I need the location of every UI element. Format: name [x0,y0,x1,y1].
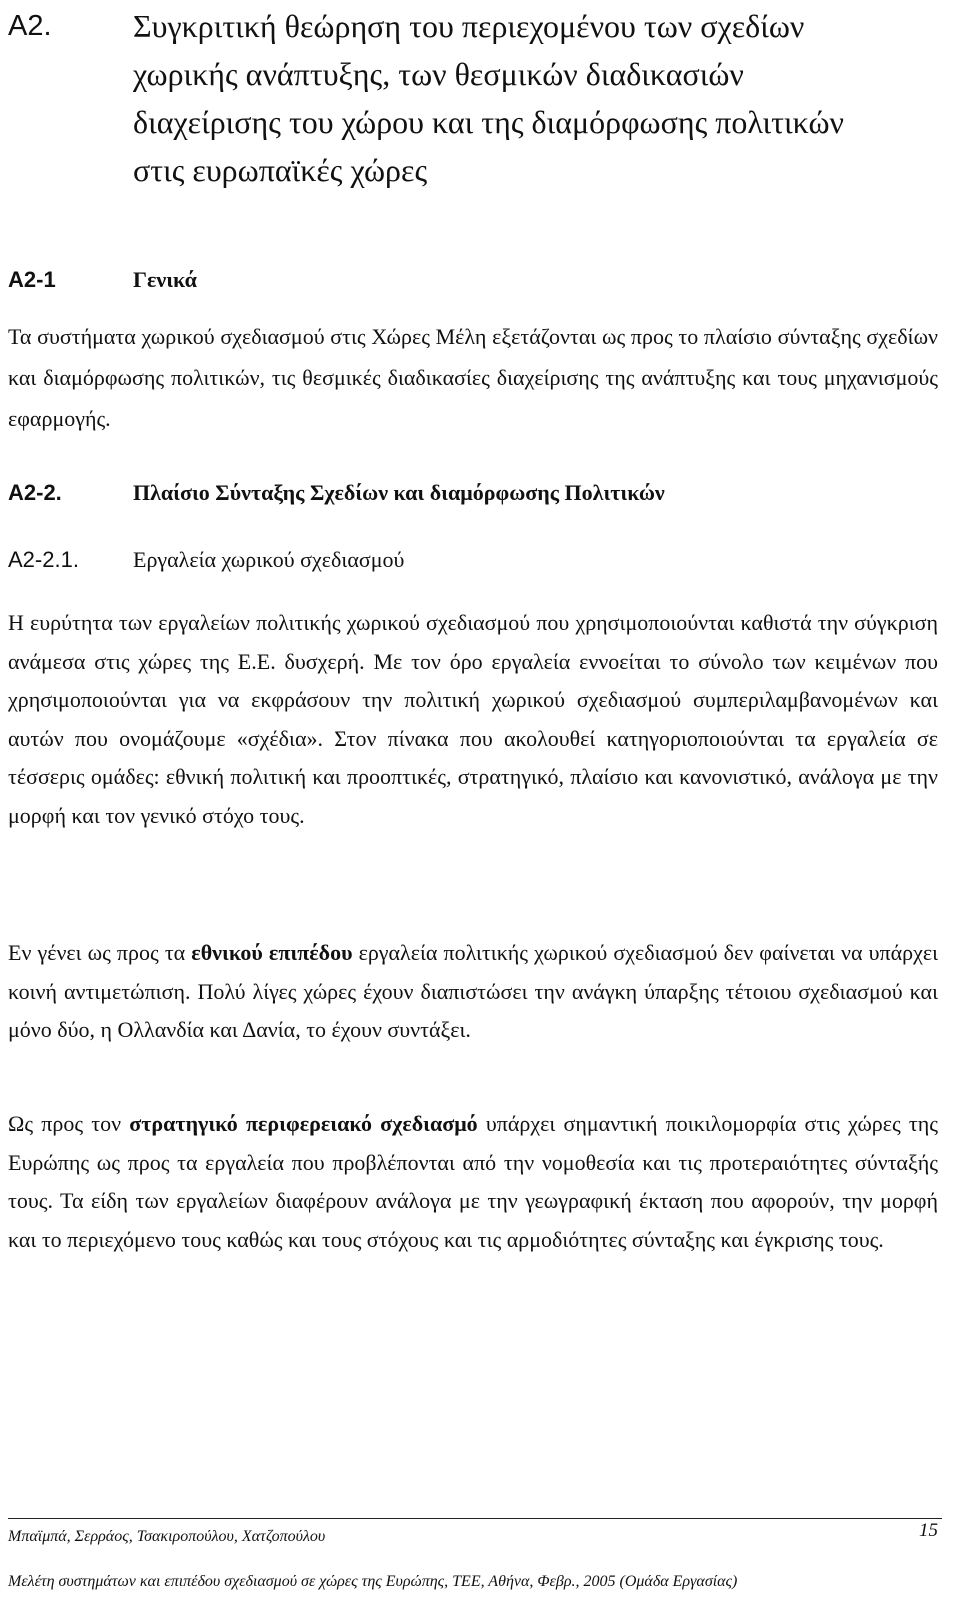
bold-term-national: εθνικού επιπέδου [191,940,353,965]
text-run: Εν γένει ως προς τα [8,940,192,965]
footer-authors: Μπαϊμπά, Σερράος, Τσακιροπούλου, Χατζοπούλου [8,1528,326,1545]
text-run: Ως προς τον [8,1111,130,1136]
footer-divider [8,1518,942,1519]
text-run: εργαλεία πολιτικής χωρικού σχεδιασμού δεν φαίνεται να υπάρχει κοινή αντιμετώπιση. Πολύ λίγες χώρες έχουν διαπιστώσει την ανάγκη ύπαρξης τέτοιου σχεδιασμού και μόνο δύο, η Ολλανδία και Δανία, το έχουν συντάξει. [8,940,939,1042]
section-number: Α2-1 [8,267,56,292]
main-heading-title: Συγκριτική θεώρηση του περιεχομένου των σχεδίων χωρικής ανάπτυξης, των θεσμικών διαδικασιών διαχείρισης του χώρου και της διαμόρφωσης πολιτικών στις ευρωπαϊκές χώρες [133,8,844,188]
paragraph-strategic-regional [8,1105,938,1259]
text-run: υπάρχει σημαντική ποικιλομορφία στις χώρες της Ευρώπης ως προς τα εργαλεία που προβλέπονται από την νομοθεσία και τις προτεραιότητες σύνταξής τους. Τα είδη των εργαλείων διαφέρουν ανάλογα με την γεωγραφική έκταση που αφορούν, την μορφή και το περιεχόμενο τους καθώς και τους στόχους και τις αρμοδιότητες σύνταξης και έγκρισης τους. [8,1111,938,1252]
bold-term-strategic: στρατηγικό περιφερειακό σχεδιασμό [129,1111,478,1136]
page-number: 15 [919,1520,938,1541]
main-heading-number: Α2. [8,10,52,42]
subsection-number: Α2-2.1. [8,547,79,572]
footer-citation: Μελέτη συστημάτων και επιπέδου σχεδιασμού σε χώρες της Ευρώπης, ΤΕΕ, Αθήνα, Φεβρ., 2005 (Ομάδα Εργασίας) [8,1573,738,1590]
subsection-title: Εργαλεία χωρικού σχεδιασμού [133,547,405,572]
paragraph-national-level [8,934,938,1050]
section-number: Α2-2. [8,480,62,505]
paragraph-tools-overview: Η ευρύτητα των εργαλείων πολιτικής χωρικού σχεδιασμού που χρησιμοποιούνται καθιστά την σύγκριση ανάμεσα στις χώρες της Ε.Ε. δυσχερή. Με τον όρο εργαλεία εννοείται το σύνολο των κειμένων που χρησιμοποιούνται για να εκφράσουν την πολιτική χωρικού σχεδιασμού συμπεριλαμβανομένων και αυτών που ονομάζουμε «σχέδια». Στον πίνακα που ακολουθεί κατηγοριοποιούνται τα εργαλεία σε τέσσερις ομάδες: εθνική πολιτική και προοπτικές, στρατηγικό, πλαίσιο και κανονιστικό, ανάλογα με την μορφή και τον γενικό στόχο τους. [8,610,938,828]
paragraph-general: Τα συστήματα χωρικού σχεδιασμού στις Χώρες Μέλη εξετάζονται ως προς το πλαίσιο σύνταξης σχεδίων και διαμόρφωσης πολιτικών, τις θεσμικές διαδικασίες διαχείρισης της ανάπτυξης και τους μηχανισμούς εφαρμογής. [8,324,938,431]
section-title: Πλαίσιο Σύνταξης Σχεδίων και διαμόρφωσης Πολιτικών [133,480,665,505]
section-title: Γενικά [133,267,197,292]
